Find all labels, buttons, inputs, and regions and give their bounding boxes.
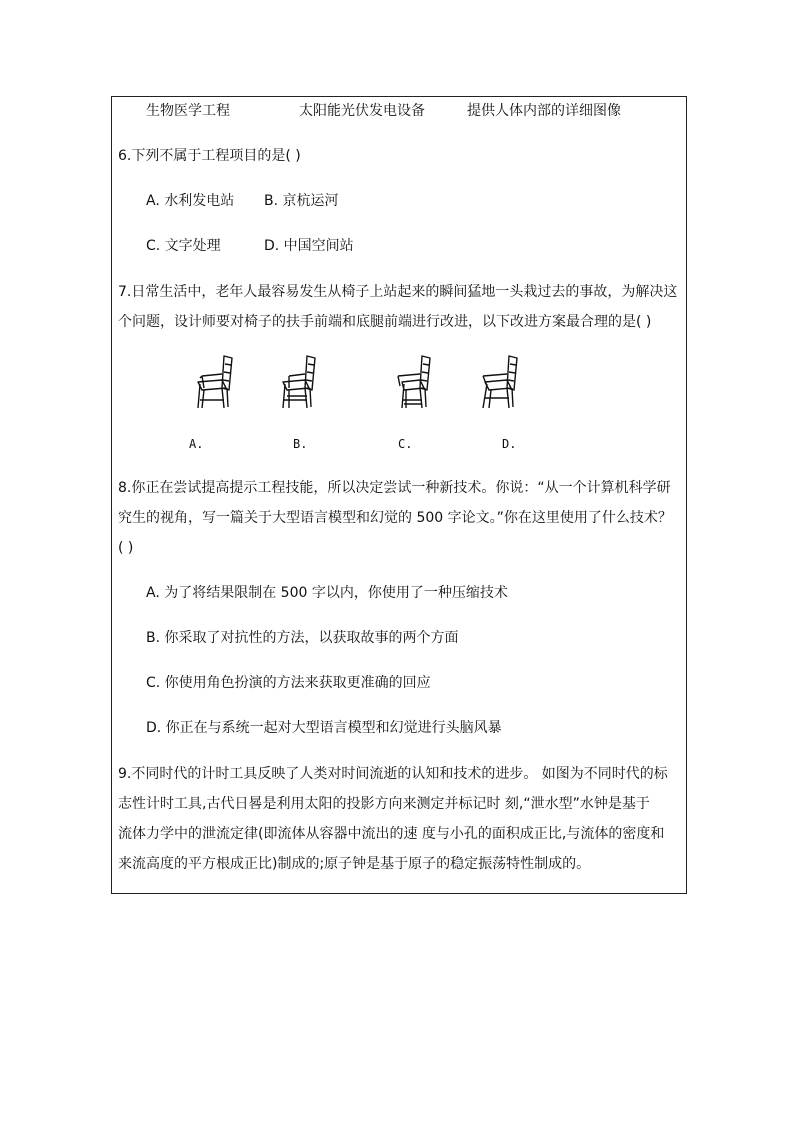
question-6-option-d[interactable]: D. 中国空间站 (264, 238, 354, 254)
question-8-stem-line-1: 8.你正在尝试提高提示工程技能，所以决定尝试一种新技术。你说：“从一个计算机科学研 (118, 480, 671, 496)
question-9-text-line-3: 流体力学中的泄流定律(即流体从容器中流出的速 度与小孔的面积成正比,与流体的密度和 (118, 826, 665, 842)
question-6-option-a[interactable]: A. 水利发电站 (146, 193, 235, 209)
question-7-option-a[interactable]: A. (189, 437, 204, 451)
question-8-option-a[interactable]: A. 为了将结果限制在 500 字以内，你使用了一种压缩技术 (146, 585, 508, 601)
header-cell-2: 太阳能光伏发电设备 (299, 103, 425, 119)
chair-figure-d (479, 352, 523, 410)
question-9-text-line-1: 9.不同时代的计时工具反映了人类对时间流逝的认知和技术的进步。 如图为不同时代的标 (118, 766, 668, 782)
question-7-option-c[interactable]: C. (398, 437, 413, 451)
question-7-stem-line-2: 个问题，设计师要对椅子的扶手前端和底腿前端进行改进，以下改进方案最合理的是( ) (118, 314, 652, 330)
question-8-stem-line-2: 究生的视角，写一篇关于大型语言模型和幻觉的 500 字论文。”你在这里使用了什么技术？ (118, 510, 672, 526)
question-8-option-d[interactable]: D. 你正在与系统一起对大型语言模型和幻觉进行头脑风暴 (146, 720, 502, 736)
header-cell-3: 提供人体内部的详细图像 (467, 103, 621, 119)
question-8-option-b[interactable]: B. 你采取了对抗性的方法，以获取故事的两个方面 (146, 630, 459, 646)
question-8-option-c[interactable]: C. 你使用角色扮演的方法来获取更准确的回应 (146, 675, 431, 691)
question-6-option-c[interactable]: C. 文字处理 (146, 238, 221, 254)
question-9-text-line-2: 志性计时工具,古代日晷是利用太阳的投影方向来测定并标记时 刻,“泄水型”水钟是基于 (118, 796, 650, 812)
question-7-stem-line-1: 7.日常生活中，老年人最容易发生从椅子上站起来的瞬间猛地一头栽过去的事故，为解决这 (118, 284, 678, 300)
question-8-stem-line-3: ( ) (118, 540, 134, 556)
header-cell-1: 生物医学工程 (146, 103, 230, 119)
question-9-text-line-4: 来流高度的平方根成正比)制成的;原子钟是基于原子的稳定振荡特性制成的。 (118, 856, 591, 872)
question-7-option-d[interactable]: D. (502, 437, 517, 451)
chair-figure-b (277, 352, 321, 410)
question-6-option-b[interactable]: B. 京杭运河 (264, 193, 339, 209)
chair-figure-c (392, 352, 436, 410)
chair-figure-a (194, 352, 238, 410)
question-7-option-b[interactable]: B. (293, 437, 308, 451)
question-6-stem: 6.下列不属于工程项目的是( ) (118, 148, 301, 164)
